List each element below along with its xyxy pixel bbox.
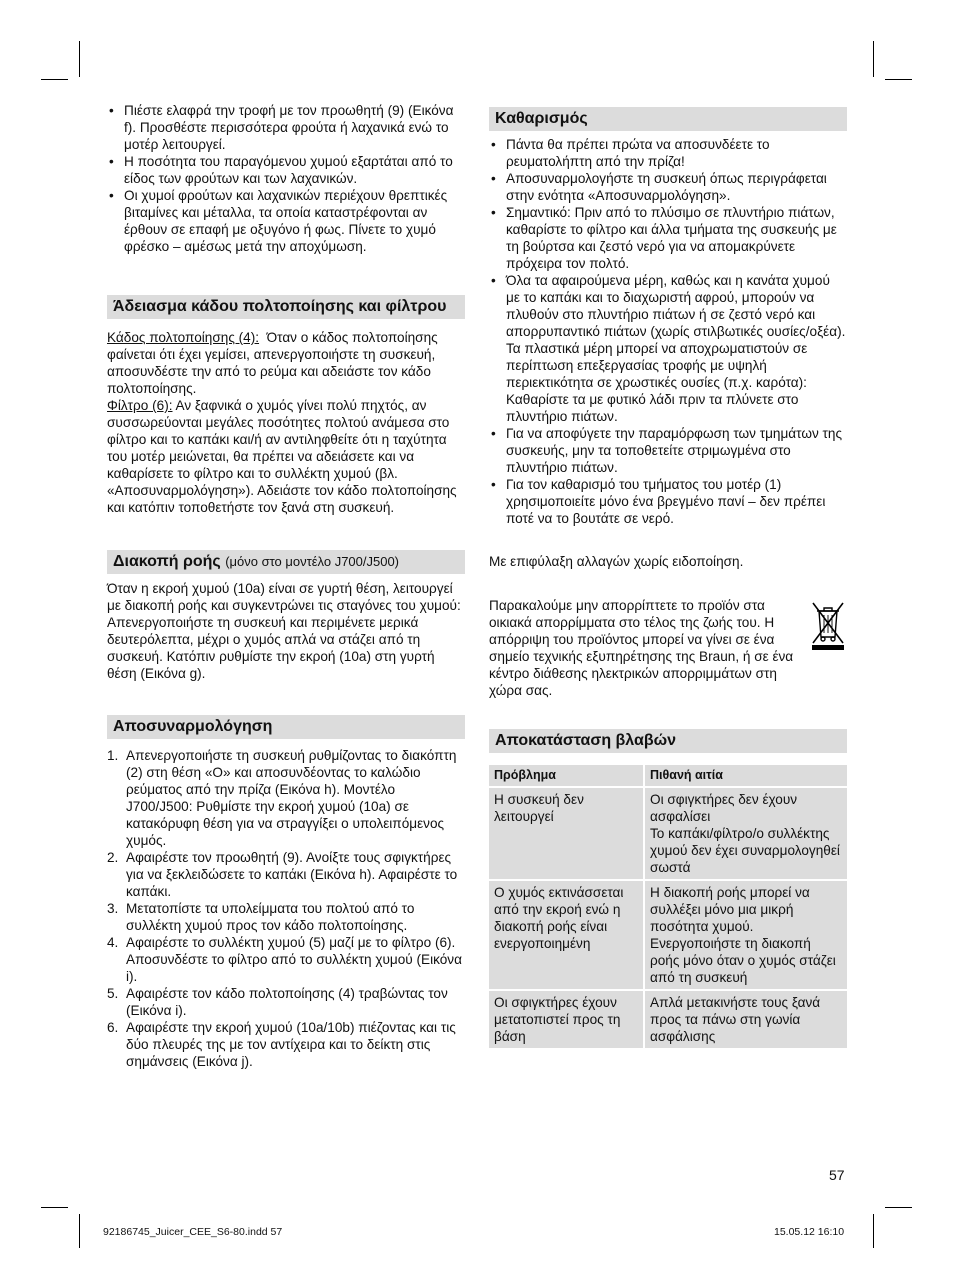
section-heading-cleaning: Καθαρισμός — [489, 107, 847, 131]
list-item: • Η ποσότητα του παραγόμενου χυμού εξαρτάται από το είδος των φρούτων και των λαχανικών. — [107, 153, 465, 187]
crop-mark — [79, 1214, 80, 1248]
list-item — [107, 1019, 465, 1070]
page-number: 57 — [829, 1167, 845, 1183]
column-header-cause: Πιθανή αιτία — [645, 765, 847, 786]
footer-date: 15.05.12 16:10 — [774, 1226, 845, 1238]
column-header-problem: Πρόβλημα — [489, 765, 643, 786]
filter-text: Αν ξαφνικά ο χυμός γίνει πολύ πηχτός, αν συσσωρεύονται μεγάλες ποσότητες πολτού ανάμεσα στο φίλτρο και το καπάκι και/ή αν αντιληφθείτε ότι η ταχύτητα του μοτέρ μειώνεται, θα πρέπει να αδειάσετε και να καθαρίσετε το φίλτρο και το συλλέκτη χυμού (βλ. «Αποσυναρμολόγηση»). Αδειάστε τον κάδο πολτοποίησης και κατόπιν τοποθετήστε τον ξανά στη συσκευή. — [107, 398, 457, 515]
flow-stop-title: Διακοπή ροής — [113, 553, 221, 570]
list-item: • Οι χυμοί φρούτων και λαχανικών περιέχουν θρεπτικές βιταμίνες και μέταλλα, τα οποία καταστρέφονται αν έρθουν σε επαφή με οξυγόνο ή φως. Πίνετε το χυμό φρέσκο – αμέσως μετά την αποχύμωση. — [107, 187, 465, 255]
crop-mark — [873, 1214, 874, 1248]
list-item: • Για να αποφύγετε την παραμόρφωση των τμημάτων της συσκευής, μην τα τοποθετείτε στριμωγμένα στο πλυντήριο πιάτων. — [489, 425, 847, 476]
step-number: 2. — [107, 850, 119, 865]
filter-label: Φίλτρο (6): — [107, 398, 173, 413]
disassembly-steps — [107, 747, 465, 1070]
section-heading-flow-stop — [107, 550, 465, 574]
list-item — [107, 849, 465, 900]
pulp-container-paragraph — [107, 329, 465, 397]
flow-stop-text: Απενεργοποιήστε τη συσκευή και περιμένετε μερικά δευτερόλεπτα, μέχρι ο χυμός απλά να στάζει από τη συσκευή. Κατόπιν ρυθμίστε την εκροή (10a) στη γυρτή θέση (Εικόνα g). — [107, 615, 435, 681]
flow-stop-model-note: (μόνο στο μοντέλο J700/J500) — [225, 554, 400, 569]
disposal-text: Παρακαλούμε μην απορρίπτετε το προϊόν στα οικιακά απορρίμματα στο τέλος της ζωής του. Η απόρριψη του προϊόντος μπορεί να γίνει σε ένα σημείο τεχνικής εξυπηρέτησης της Braun, ή σε ένα κέντρο διάθεσης ηλεκτρικών απορριμμάτων στη χώρα σας. — [489, 598, 794, 698]
section-heading-disassembly: Αποσυναρμολόγηση — [107, 715, 465, 739]
flow-stop-text: Όταν η εκροή χυμού (10a) είναι σε γυρτή θέση, λειτουργεί με διακοπή ροής και συγκεντρώνει τις σταγόνες του χυμού: — [107, 581, 461, 613]
table-header-row — [489, 765, 847, 786]
crop-mark — [79, 41, 80, 77]
emptying-section — [107, 329, 465, 516]
crop-mark — [873, 41, 874, 77]
crossed-out-bin-icon — [809, 599, 847, 651]
step-number: 1. — [107, 748, 119, 763]
left-column — [107, 102, 465, 1070]
crop-mark — [41, 1207, 68, 1208]
list-item — [107, 934, 465, 985]
list-item — [107, 985, 465, 1019]
pulp-container-label: Κάδος πολτοποίησης (4): — [107, 330, 260, 345]
step-number: 4. — [107, 935, 119, 950]
table-cell-problem: Ο χυμός εκτινάσσεται από την εκροή ενώ η διακοπή ροής είναι ενεργοποιημένη — [489, 881, 643, 989]
change-notice: Με επιφύλαξη αλλαγών χωρίς ειδοποίηση. — [489, 554, 744, 569]
table-cell-cause: Οι σφιγκτήρες δεν έχουν ασφαλίσει Το καπάκι/φίλτρο/ο συλλέκτης χυμού δεν έχει συναρμολογηθεί σωστά — [645, 788, 847, 879]
table-row — [489, 991, 847, 1048]
troubleshooting-table — [487, 763, 849, 1050]
list-item: • Για τον καθαρισμό του τμήματος του μοτέρ (1) χρησιμοποιείτε μόνο ένα βρεγμένο πανί – δεν πρέπει ποτέ να το βουτάτε σε νερό. — [489, 476, 847, 527]
step-text: Αφαιρέστε τον προωθητή (9). Ανοίξτε τους σφιγκτήρες για να ξεκλειδώσετε το καπάκι (Εικόνα h). Αφαιρέστε το καπάκι. — [126, 850, 458, 899]
filter-paragraph — [107, 397, 465, 516]
step-number: 6. — [107, 1020, 119, 1035]
list-item: • Αποσυναρμολογήστε τη συσκευή όπως περιγράφεται στην ενότητα «Αποσυναρμολόγηση». — [489, 170, 847, 204]
section-heading-emptying: Άδειασμα κάδου πολτοποίησης και φίλτρου — [107, 295, 465, 319]
footer-filename: 92186745_Juicer_CEE_S6-80.indd 57 — [103, 1226, 283, 1238]
crop-mark — [41, 79, 68, 80]
table-row — [489, 881, 847, 989]
table-cell-problem: Η συσκευή δεν λειτουργεί — [489, 788, 643, 879]
table-cell-problem: Οι σφιγκτήρες έχουν μετατοπιστεί προς τη βάση — [489, 991, 643, 1048]
section-heading-troubleshooting: Αποκατάσταση βλαβών — [489, 729, 847, 753]
step-text: Μετατοπίστε τα υπολείμματα του πολτού από το συλλέκτη χυμού προς τον κάδο πολτοποίησης. — [126, 901, 415, 933]
pulp-container-text: Όταν ο κάδος πολτοποίησης φαίνεται ότι έχει γεμίσει, απενεργοποιήστε τη συσκευή, αποσυνδέστε την από το ρεύμα και αδειάστε τον κάδο πολτοποίησης. — [107, 330, 438, 396]
cleaning-bullet-list — [489, 136, 847, 527]
crop-mark — [885, 1207, 912, 1208]
step-number: 3. — [107, 901, 119, 916]
step-text: Απενεργοποιήστε τη συσκευή ρυθμίζοντας το διακόπτη (2) στη θέση «O» και αποσυνδέοντας το καλώδιο ρεύματος από την πρίζα (Εικόνα h). Μοντέλο J700/J500: Ρυθμίστε την εκροή χυμού (10a) σε κατακόρυφη θέση για να στραγγίξει ο υπολειπόμενος χυμός. — [126, 748, 457, 848]
list-item — [107, 900, 465, 934]
flow-stop-section — [107, 580, 465, 682]
step-text: Αφαιρέστε την εκροή χυμού (10a/10b) πιέζοντας και τις δύο πλευρές της με τον αντίχειρα και το δείκτη στις σημάνσεις (Εικόνα j). — [126, 1020, 456, 1069]
list-item — [107, 747, 465, 849]
table-row — [489, 788, 847, 879]
step-number: 5. — [107, 986, 119, 1001]
crop-mark — [885, 79, 912, 80]
step-text: Αφαιρέστε τον κάδο πολτοποίησης (4) τραβώντας τον (Εικόνα i). — [126, 986, 448, 1018]
list-item: • Πάντα θα πρέπει πρώτα να αποσυνδέετε το ρευματολήπτη από την πρίζα! — [489, 136, 847, 170]
step-text: Αφαιρέστε το συλλέκτη χυμού (5) μαζί με το φίλτρο (6). Αποσυνδέστε το φίλτρο από το συλλέκτη χυμού (Εικόνα i). — [126, 935, 462, 984]
list-item: • Όλα τα αφαιρούμενα μέρη, καθώς και η κανάτα χυμού με το καπάκι και το διαχωριστή αφρού, μπορούν να πλυθούν στο πλυντήριο πιάτων ή σε ζεστό νερό και απορρυπαντικό πιάτων (χωρίς στιλβωτικές ουσίες/οξέα). Τα πλαστικά μέρη μπορεί να αποχρωματιστούν σε περίπτωση επεξεργασίας τροφής με υψηλή περιεκτικότητα σε χρωστικές ουσίες (π.χ. καρότα): Καθαρίστε τα με φυτικό λάδι πριν τα πλύνετε στο πλυντήριο πιάτων. — [489, 272, 847, 425]
list-item: • Σημαντικό: Πριν από το πλύσιμο σε πλυντήριο πιάτων, καθαρίστε το φίλτρο και άλλα τμήματα της συσκευής με τη βούρτσα και ζεστό νερό για να απομακρύνετε πρόχειρα τον πολτό. — [489, 204, 847, 272]
table-cell-cause: Απλά μετακινήστε τους ξανά προς τα πάνω στη γωνία ασφάλισης — [645, 991, 847, 1048]
right-column — [489, 107, 847, 1050]
table-cell-cause: Η διακοπή ροής μπορεί να συλλέξει μόνο μια μικρή ποσότητα χυμού. Ενεργοποιήστε τη διακοπή ροής μόνο όταν ο χυμός στάζει από τη συσκευή — [645, 881, 847, 989]
list-item: • Πιέστε ελαφρά την τροφή με τον προωθητή (9) (Εικόνα f). Προσθέστε περισσότερα φρούτα ή λαχανικά ενώ το μοτέρ λειτουργεί. — [107, 102, 465, 153]
intro-bullet-list — [107, 102, 465, 255]
disposal-section — [489, 597, 847, 699]
